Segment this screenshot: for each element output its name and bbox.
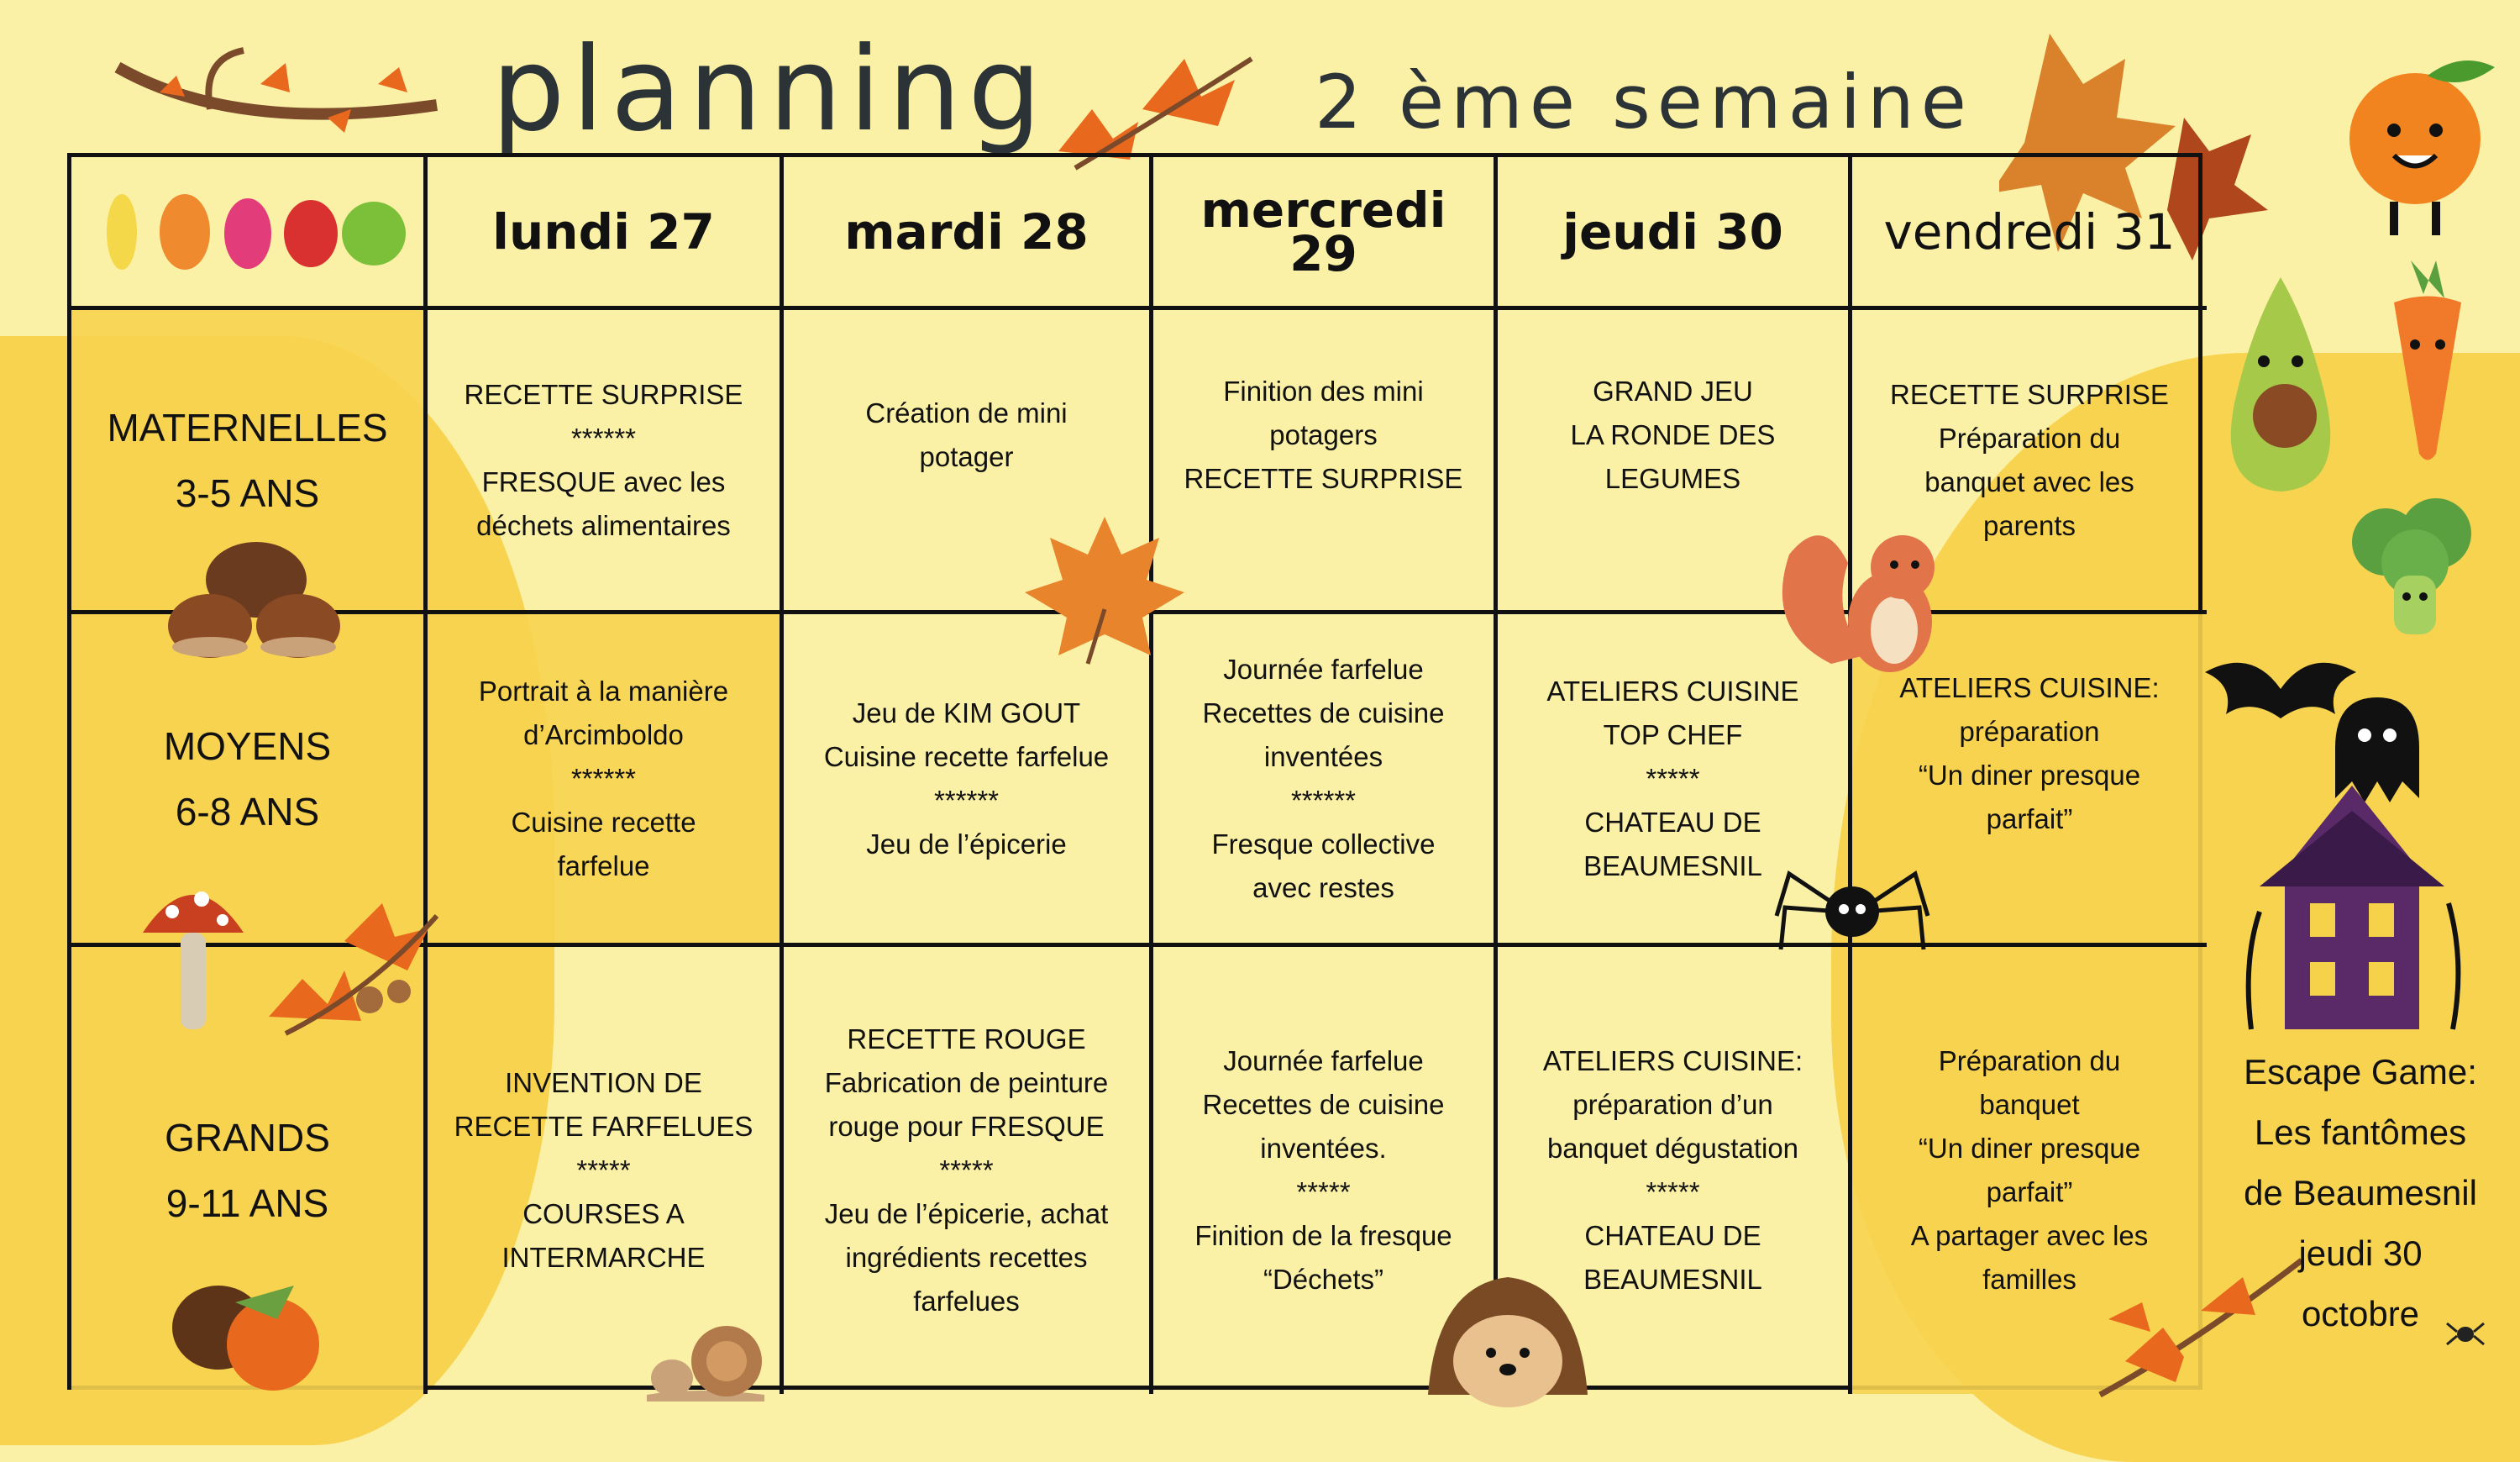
activity-line: TOP CHEF <box>1603 718 1743 750</box>
mushroom-icon <box>134 865 252 1033</box>
activity-line: INTERMARCHE <box>501 1242 706 1273</box>
fruits-header-cell <box>71 157 428 310</box>
group-age: 6-8 ANS <box>175 789 320 834</box>
activity-line: Journée farfelue <box>1223 653 1424 685</box>
activity-line: BEAUMESNIL <box>1583 1264 1762 1295</box>
activity-line: déchets alimentaires <box>476 509 731 541</box>
activity-line: ****** <box>1290 784 1357 816</box>
day-header-wednesday: mercredi 29 <box>1153 157 1498 310</box>
maple-leaf-icon <box>1021 508 1189 668</box>
activity-line: Préparation du <box>1938 1045 2121 1076</box>
activity-line: Cuisine recette <box>511 806 696 838</box>
orange-character-icon <box>2335 50 2503 244</box>
activity-line: GRAND JEU <box>1593 375 1753 407</box>
activity-cell <box>1153 310 1498 614</box>
squirrel-icon <box>1772 504 1957 681</box>
escape-game-text <box>2218 1042 2503 1344</box>
day-header-thursday: jeudi 30 <box>1498 157 1852 310</box>
activity-line: Jeu de l’épicerie, achat <box>824 1198 1109 1229</box>
activity-line: INVENTION DE <box>505 1067 702 1098</box>
hedgehog-icon <box>1411 1269 1604 1412</box>
activity-line: ****** <box>570 422 637 454</box>
escape-line: de Beaumesnil <box>2244 1173 2477 1212</box>
activity-line: Jeu de KIM GOUT <box>852 697 1081 728</box>
hazelnut-icon <box>168 1260 328 1395</box>
activity-line: RECETTE ROUGE <box>847 1023 1086 1054</box>
activity-line: COURSES A <box>522 1198 685 1229</box>
activity-line: RECETTE SURPRISE <box>1890 378 2169 410</box>
group-name: MOYENS <box>163 723 332 768</box>
activity-line: ***** <box>576 1154 631 1186</box>
activity-line: Fresque collective <box>1211 828 1436 860</box>
group-age: 9-11 ANS <box>165 1181 329 1225</box>
activity-line: ATELIERS CUISINE: <box>1899 671 2160 703</box>
activity-line: “Déchets” <box>1263 1264 1384 1295</box>
activity-line: inventées. <box>1260 1133 1387 1164</box>
chestnut-icon <box>160 529 353 664</box>
activity-line: ****** <box>570 762 637 794</box>
activity-line: potager <box>919 440 1014 472</box>
activity-cell <box>784 947 1153 1394</box>
group-name: MATERNELLES <box>107 405 388 450</box>
activity-line: LEGUMES <box>1604 462 1741 494</box>
activity-line: potagers <box>1269 418 1378 450</box>
activity-cell <box>428 310 784 614</box>
activity-line: ingrédients recettes <box>845 1242 1088 1273</box>
activity-line: banquet <box>1979 1089 2080 1120</box>
activity-line: Création de mini <box>865 397 1068 429</box>
activity-line: parents <box>1982 509 2076 541</box>
activity-line: d’Arcimboldo <box>523 718 684 750</box>
page-subtitle: 2 ème semaine <box>1315 59 1973 145</box>
activity-line: Recettes de cuisine <box>1202 1089 1445 1120</box>
activity-line: ***** <box>1296 1176 1351 1207</box>
activity-line: LA RONDE DES <box>1570 418 1776 450</box>
maple-leaf-icon <box>252 891 445 1050</box>
group-name: GRANDS <box>165 1116 330 1160</box>
day-header-friday: vendredi 31 <box>1852 157 2207 310</box>
activity-line: préparation d’un <box>1572 1089 1773 1120</box>
activity-line: parfait” <box>1986 802 2073 834</box>
page-title: planning <box>491 22 1048 157</box>
activity-line: inventées <box>1263 740 1383 772</box>
activity-line: ***** <box>1646 1176 1700 1207</box>
activity-line: farfelue <box>557 849 650 881</box>
snail-icon <box>638 1311 773 1403</box>
activity-line: Fabrication de peinture <box>824 1067 1109 1098</box>
broccoli-character-icon <box>2344 496 2486 639</box>
group-age: 3-5 ANS <box>175 471 320 515</box>
activity-line: “Un diner presque <box>1918 1133 2141 1164</box>
activity-line: “Un diner presque <box>1918 759 2141 791</box>
activity-line: Portrait à la manière <box>478 675 729 707</box>
activity-line: Jeu de l’épicerie <box>866 828 1067 860</box>
activity-line: ATELIERS CUISINE: <box>1542 1045 1803 1076</box>
activity-cell <box>1153 614 1498 947</box>
activity-line: FRESQUE avec les <box>481 465 726 497</box>
activity-line: Finition des mini <box>1223 375 1424 407</box>
activity-line: ATELIERS CUISINE <box>1546 675 1799 707</box>
activity-line: A partager avec les <box>1910 1220 2149 1251</box>
activity-line: CHATEAU DE <box>1584 806 1761 838</box>
schedule-grid <box>67 153 2202 1390</box>
day-header-tuesday: mardi 28 <box>784 157 1153 310</box>
pear-character-icon <box>2218 269 2344 504</box>
haunted-house-icon <box>2234 752 2478 1033</box>
activity-line: RECETTE SURPRISE <box>464 378 743 410</box>
activity-line: Finition de la fresque <box>1194 1220 1452 1251</box>
activity-line: RECETTE SURPRISE <box>1184 462 1463 494</box>
activity-line: familles <box>1982 1264 2076 1295</box>
activity-line: CHATEAU DE <box>1584 1220 1761 1251</box>
activity-line: banquet dégustation <box>1546 1133 1799 1164</box>
escape-line: jeudi 30 <box>2298 1233 2423 1273</box>
activity-line: Journée farfelue <box>1223 1045 1424 1076</box>
escape-line: octobre <box>2301 1294 2420 1333</box>
escape-line: Escape Game: <box>2244 1052 2477 1091</box>
activity-line: ***** <box>939 1154 994 1186</box>
activity-line: préparation <box>1959 715 2100 747</box>
fruits-characters-icon <box>88 181 407 282</box>
activity-line: Préparation du <box>1938 422 2121 454</box>
activity-line: ***** <box>1646 762 1700 794</box>
activity-line: ****** <box>933 784 1000 816</box>
activity-line: BEAUMESNIL <box>1583 849 1762 881</box>
activity-line: Recettes de cuisine <box>1202 697 1445 728</box>
activity-line: Cuisine recette farfelue <box>823 740 1110 772</box>
escape-line: Les fantômes <box>2254 1112 2467 1152</box>
activity-line: banquet avec les <box>1924 465 2134 497</box>
activity-line: parfait” <box>1986 1176 2073 1207</box>
carrot-character-icon <box>2369 252 2486 471</box>
day-header-monday: lundi 27 <box>428 157 784 310</box>
activity-line: rouge pour FRESQUE <box>828 1111 1105 1142</box>
spider-icon <box>1772 857 1932 958</box>
autumn-branch-icon <box>109 34 445 143</box>
activity-line: farfelues <box>913 1286 1020 1317</box>
activity-line: avec restes <box>1252 871 1394 903</box>
activity-line: RECETTE FARFELUES <box>454 1111 753 1142</box>
activity-cell <box>428 614 784 947</box>
